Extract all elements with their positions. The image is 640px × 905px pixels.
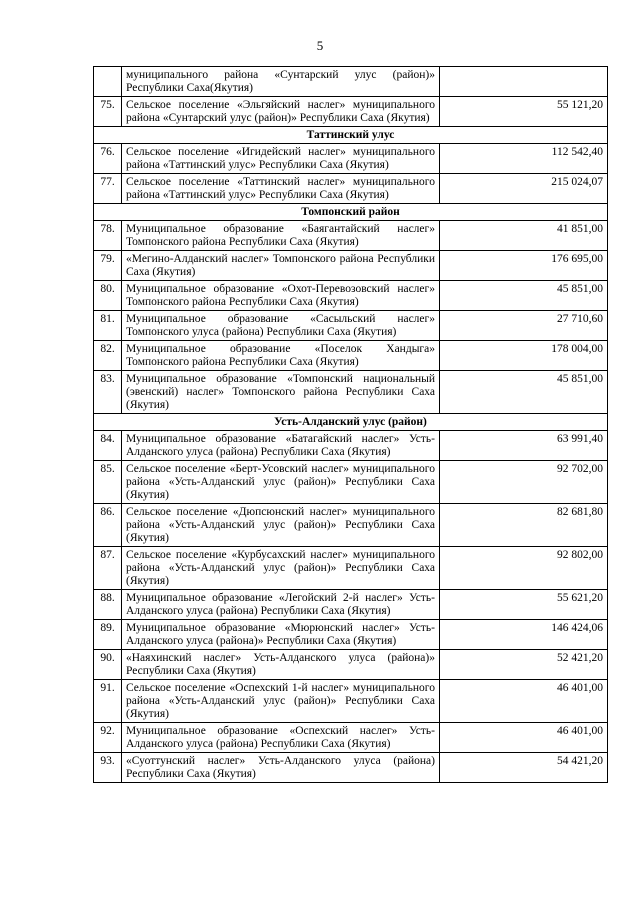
table-row — [94, 461, 608, 504]
table-row — [94, 221, 608, 251]
row-number: 89. — [94, 620, 122, 650]
row-number: 86. — [94, 504, 122, 547]
amount: 178 004,00 — [440, 341, 608, 371]
row-number: 90. — [94, 650, 122, 680]
row-number: 84. — [94, 431, 122, 461]
municipality-name: Муниципальное образование «Томпонский национальный (эвенский) наслег» Томпонского района Республики Саха (Якутия) — [122, 371, 440, 414]
amount: 52 421,20 — [440, 650, 608, 680]
amount: 215 024,07 — [440, 174, 608, 204]
amount: 27 710,60 — [440, 311, 608, 341]
municipality-name: Сельское поселение «Оспехский 1-й наслег» муниципального района «Усть-Алданский улус (район)» Республики Саха (Якутия) — [122, 680, 440, 723]
municipality-name: Муниципальное образование «Легойский 2-й наслег» Усть-Алданского улуса (района) Республики Саха (Якутия) — [122, 590, 440, 620]
section-header-row — [94, 127, 608, 144]
table-row — [94, 174, 608, 204]
section-header-row — [94, 414, 608, 431]
row-number: 92. — [94, 723, 122, 753]
amount: 176 695,00 — [440, 251, 608, 281]
row-number: 85. — [94, 461, 122, 504]
amount: 45 851,00 — [440, 371, 608, 414]
row-number: 81. — [94, 311, 122, 341]
section-title: Таттинский улус — [94, 127, 608, 144]
table-row — [94, 251, 608, 281]
allocation-table — [93, 66, 608, 783]
row-number: 82. — [94, 341, 122, 371]
table-row — [94, 620, 608, 650]
table-row — [94, 590, 608, 620]
amount: 54 421,20 — [440, 753, 608, 783]
amount: 55 621,20 — [440, 590, 608, 620]
municipality-name: муниципального района «Сунтарский улус (район)» Республики Саха(Якутия) — [122, 67, 440, 97]
row-number: 76. — [94, 144, 122, 174]
municipality-name: «Мегино-Алданский наслег» Томпонского района Республики Саха (Якутия) — [122, 251, 440, 281]
table-row — [94, 680, 608, 723]
table-row — [94, 341, 608, 371]
table-row — [94, 504, 608, 547]
municipality-name: Муниципальное образование «Сасыльский наслег» Томпонского улуса (района) Республики Саха (Якутия) — [122, 311, 440, 341]
municipality-name: Сельское поселение «Таттинский наслег» муниципального района «Таттинский улус» Республики Саха (Якутия) — [122, 174, 440, 204]
row-number: 75. — [94, 97, 122, 127]
municipality-name: Сельское поселение «Курбусахский наслег» муниципального района «Усть-Алданский улус (район)» Республики Саха (Якутия) — [122, 547, 440, 590]
table-row — [94, 144, 608, 174]
municipality-name: Сельское поселение «Дюпсюнский наслег» муниципального района «Усть-Алданский улус (район)» Республики Саха (Якутия) — [122, 504, 440, 547]
table-row — [94, 281, 608, 311]
row-number: 88. — [94, 590, 122, 620]
amount: 92 702,00 — [440, 461, 608, 504]
municipality-name: Муниципальное образование «Баягантайский наслег» Томпонского района Республики Саха (Якутия) — [122, 221, 440, 251]
municipality-name: «Наяхинский наслег» Усть-Алданского улуса (района)» Республики Саха (Якутия) — [122, 650, 440, 680]
section-header-row — [94, 204, 608, 221]
amount: 146 424,06 — [440, 620, 608, 650]
municipality-name: Сельское поселение «Эльгяйский наслег» муниципального района «Сунтарский улус (район)» Республики Саха (Якутия) — [122, 97, 440, 127]
amount: 46 401,00 — [440, 680, 608, 723]
municipality-name: «Суоттунский наслег» Усть-Алданского улуса (района) Республики Саха (Якутия) — [122, 753, 440, 783]
row-number: 79. — [94, 251, 122, 281]
table-body — [94, 67, 608, 783]
section-title: Усть-Алданский улус (район) — [94, 414, 608, 431]
table-row — [94, 547, 608, 590]
row-number: 80. — [94, 281, 122, 311]
row-number: 93. — [94, 753, 122, 783]
page-number: 5 — [316, 38, 324, 53]
row-number: 87. — [94, 547, 122, 590]
row-number: 77. — [94, 174, 122, 204]
municipality-name: Муниципальное образование «Охот-Перевозовский наслег» Томпонского района Республики Саха (Якутия) — [122, 281, 440, 311]
row-number: 91. — [94, 680, 122, 723]
table-row — [94, 311, 608, 341]
row-number: 83. — [94, 371, 122, 414]
municipality-name: Муниципальное образование «Мюрюнский наслег» Усть-Алданского улуса (района)» Республики Саха (Якутия) — [122, 620, 440, 650]
row-number — [94, 67, 122, 97]
amount — [440, 67, 608, 97]
amount: 46 401,00 — [440, 723, 608, 753]
amount: 92 802,00 — [440, 547, 608, 590]
section-title: Томпонский район — [94, 204, 608, 221]
amount: 112 542,40 — [440, 144, 608, 174]
table-row-continuation — [94, 67, 608, 97]
municipality-name: Муниципальное образование «Поселок Хандыга» Томпонского района Республики Саха (Якутия) — [122, 341, 440, 371]
table-row — [94, 97, 608, 127]
table-row — [94, 723, 608, 753]
amount: 41 851,00 — [440, 221, 608, 251]
table-row — [94, 650, 608, 680]
table-row — [94, 753, 608, 783]
table-row — [94, 371, 608, 414]
amount: 45 851,00 — [440, 281, 608, 311]
municipality-name: Сельское поселение «Берт-Усовский наслег» муниципального района «Усть-Алданский улус (район)» Республики Саха (Якутия) — [122, 461, 440, 504]
municipality-name: Муниципальное образование «Батагайский наслег» Усть-Алданского улуса (района) Республики Саха (Якутия) — [122, 431, 440, 461]
table-row — [94, 431, 608, 461]
municipality-name: Сельское поселение «Игидейский наслег» муниципального района «Таттинский улус» Республики Саха (Якутия) — [122, 144, 440, 174]
amount: 55 121,20 — [440, 97, 608, 127]
municipality-name: Муниципальное образование «Оспехский наслег» Усть-Алданского улуса (района) Республики Саха (Якутия) — [122, 723, 440, 753]
amount: 63 991,40 — [440, 431, 608, 461]
amount: 82 681,80 — [440, 504, 608, 547]
row-number: 78. — [94, 221, 122, 251]
